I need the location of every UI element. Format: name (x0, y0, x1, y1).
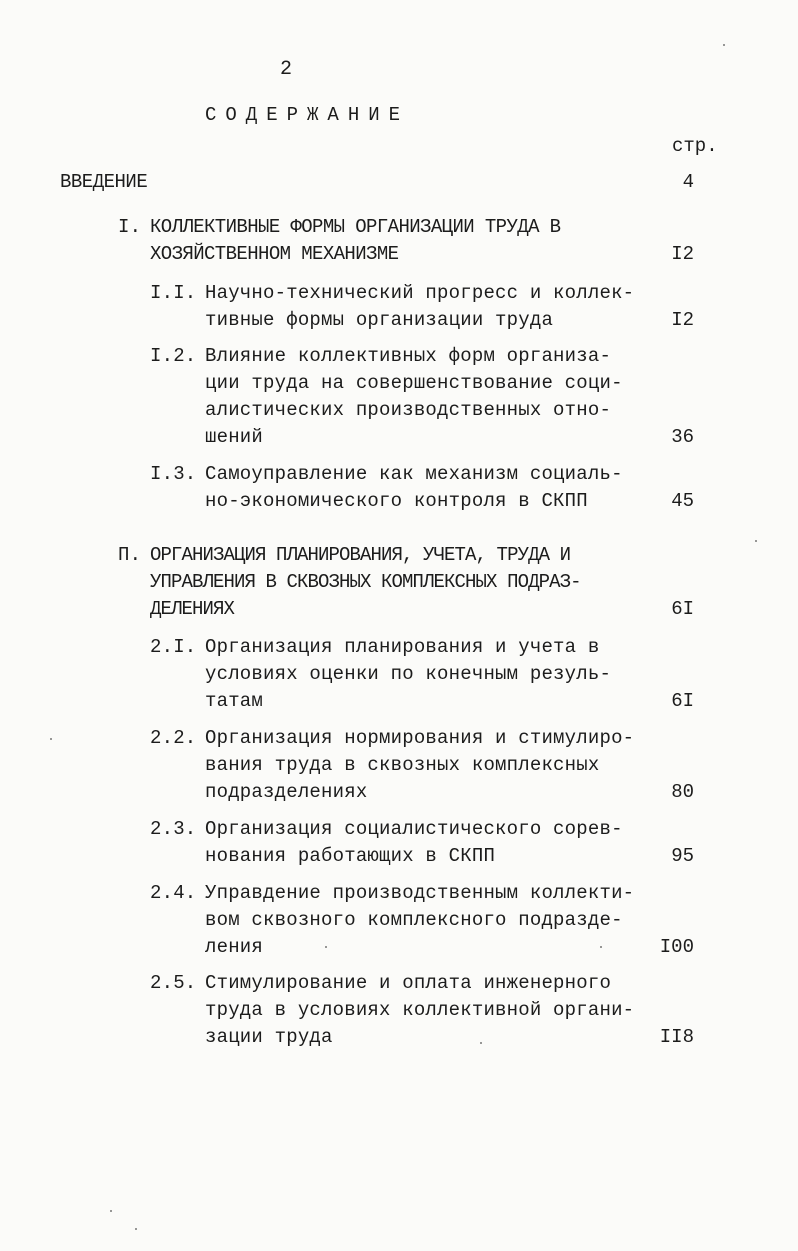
toc-entry-line: Организация нормирования и стимулиро- (205, 727, 635, 749)
toc-entry-page: 6I (671, 690, 694, 712)
toc-entry-line: алистических производственных отно- (205, 399, 612, 421)
toc-entry-line: Организация планирования и учета в (205, 636, 600, 658)
scan-speck (50, 738, 52, 740)
page-title: СОДЕРЖАНИЕ (205, 104, 410, 126)
toc-entry-line: Организация социалистического сорев- (205, 818, 623, 840)
toc-entry-line: ДЕЛЕНИЯХ (150, 598, 235, 620)
toc-entry-intro-title: ВВЕДЕНИЕ (60, 171, 148, 193)
page-number: 2 (280, 58, 293, 81)
toc-entry-line: вания труда в сквозных комплексных (205, 754, 600, 776)
toc-entry-line: татам (205, 690, 264, 712)
toc-entry-intro-page: 4 (682, 171, 694, 193)
scan-speck (325, 946, 327, 948)
toc-entry-num: 2.I. (150, 636, 197, 658)
toc-entry-line: Управдение производственным коллекти- (205, 882, 635, 904)
toc-entry-line: вом сквозного комплексного подразде- (205, 909, 623, 931)
toc-entry-line: ции труда на совершенствование соци- (205, 372, 623, 394)
toc-entry-line: УПРАВЛЕНИЯ В СКВОЗНЫХ КОМПЛЕКСНЫХ ПОДРАЗ- (150, 571, 581, 593)
toc-entry-line: Стимулирование и оплата инженерного (205, 972, 612, 994)
toc-entry-num: I.3. (150, 463, 197, 485)
toc-entry-line: Влияние коллективных форм организа- (205, 345, 612, 367)
toc-entry-line: ХОЗЯЙСТВЕННОМ МЕХАНИЗМЕ (150, 243, 399, 265)
toc-entry-page: 6I (671, 598, 694, 620)
toc-entry-page: II8 (659, 1026, 694, 1048)
page-column-header: стр. (672, 135, 718, 157)
toc-entry-page: 36 (671, 426, 694, 448)
toc-entry-line: Самоуправление как механизм социаль- (205, 463, 623, 485)
toc-entry-num: 2.5. (150, 972, 197, 994)
toc-entry-line: ления (205, 936, 264, 958)
toc-entry-line: труда в условиях коллективной органи- (205, 999, 635, 1021)
toc-entry-line: нования работающих в СКПП (205, 845, 496, 867)
toc-entry-num: I.I. (150, 282, 197, 304)
toc-entry-line: ОРГАНИЗАЦИЯ ПЛАНИРОВАНИЯ, УЧЕТА, ТРУДА И (150, 544, 571, 566)
toc-entry-line: условиях оценки по конечным резуль- (205, 663, 612, 685)
toc-entry-line: тивные формы организации труда (205, 309, 554, 331)
toc-entry-page: 45 (671, 490, 694, 512)
toc-entry-line: но-экономического контроля в СКПП (205, 490, 588, 512)
scan-speck (480, 1042, 482, 1044)
toc-entry-line: зации труда (205, 1026, 333, 1048)
scan-speck (110, 1210, 112, 1212)
toc-entry-num: I. (118, 216, 142, 238)
toc-entry-line: Научно-технический прогресс и коллек- (205, 282, 635, 304)
toc-entry-num: 2.2. (150, 727, 197, 749)
toc-entry-num: I.2. (150, 345, 197, 367)
toc-entry-num: 2.4. (150, 882, 197, 904)
toc-entry-page: 95 (671, 845, 694, 867)
toc-entry-num: П. (118, 544, 142, 566)
scan-speck (135, 1228, 137, 1230)
scan-speck (723, 44, 725, 46)
toc-entry-num: 2.3. (150, 818, 197, 840)
scan-speck (600, 946, 602, 948)
toc-entry-line: шений (205, 426, 264, 448)
toc-entry-page: I2 (671, 309, 694, 331)
scan-speck (755, 540, 757, 542)
toc-entry-line: КОЛЛЕКТИВНЫЕ ФОРМЫ ОРГАНИЗАЦИИ ТРУДА В (150, 216, 561, 238)
toc-entry-line: подразделениях (205, 781, 368, 803)
toc-entry-page: I00 (659, 936, 694, 958)
toc-entry-page: 80 (671, 781, 694, 803)
toc-entry-page: I2 (671, 243, 694, 265)
